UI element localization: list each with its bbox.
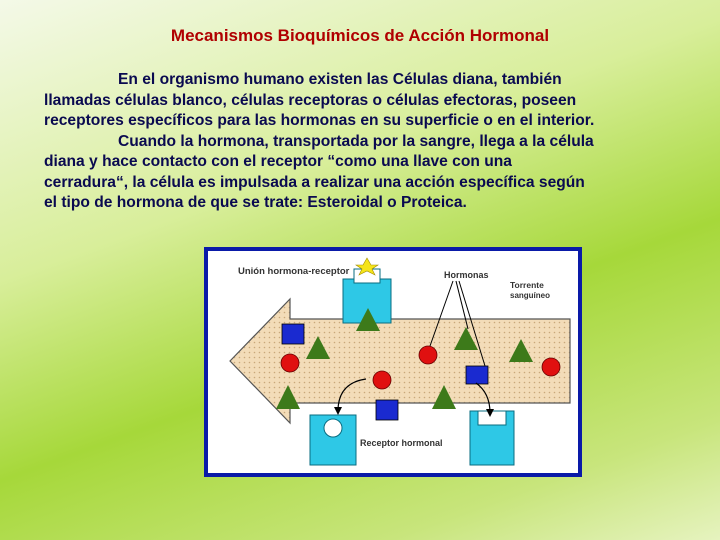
steroid-hormone-circle	[542, 358, 560, 376]
steroid-hormone-circle	[419, 346, 437, 364]
paragraph-line-6: cerradura“, la célula es impulsada a realizar una acción específica según	[44, 173, 585, 191]
protein-hormone-square	[466, 366, 488, 384]
diagram-canvas	[208, 251, 578, 473]
label-torrente: Torrente	[510, 280, 544, 290]
label-hormonas: Hormonas	[444, 270, 489, 280]
label-receptor-hormonal: Receptor hormonal	[360, 438, 443, 448]
paragraph-line-1: En el organismo humano existen las Células diana, también	[118, 71, 562, 88]
hormone-receptor-diagram	[204, 247, 582, 477]
label-sanguineo: sanguíneo	[510, 291, 551, 300]
paragraph-line-5: diana y hace contacto con el receptor “como una llave con una	[44, 153, 512, 170]
body-paragraph	[44, 70, 694, 214]
target-cell-bottom-right	[470, 411, 514, 465]
paragraph-line-2: llamadas células blanco, células receptoras o células efectoras, poseen	[44, 91, 577, 109]
paragraph-line-7: el tipo de hormona de que se trate: Esteroidal o Proteica.	[44, 194, 467, 211]
paragraph-line-4: Cuando la hormona, transportada por la sangre, llega a la célula	[118, 132, 594, 150]
protein-hormone-square	[376, 400, 398, 420]
protein-hormone-square	[282, 324, 304, 344]
steroid-hormone-circle	[281, 354, 299, 372]
label-union-hormona-receptor: Unión hormona-receptor	[238, 266, 350, 277]
paragraph-line-3: receptores específicos para las hormonas en su superficie o en el interior.	[44, 112, 595, 129]
steroid-hormone-circle	[373, 371, 391, 389]
slide-title: Mecanismos Bioquímicos de Acción Hormonal	[170, 26, 550, 45]
target-cell-bottom-left	[310, 415, 356, 465]
arrowhead-icon	[334, 407, 342, 415]
